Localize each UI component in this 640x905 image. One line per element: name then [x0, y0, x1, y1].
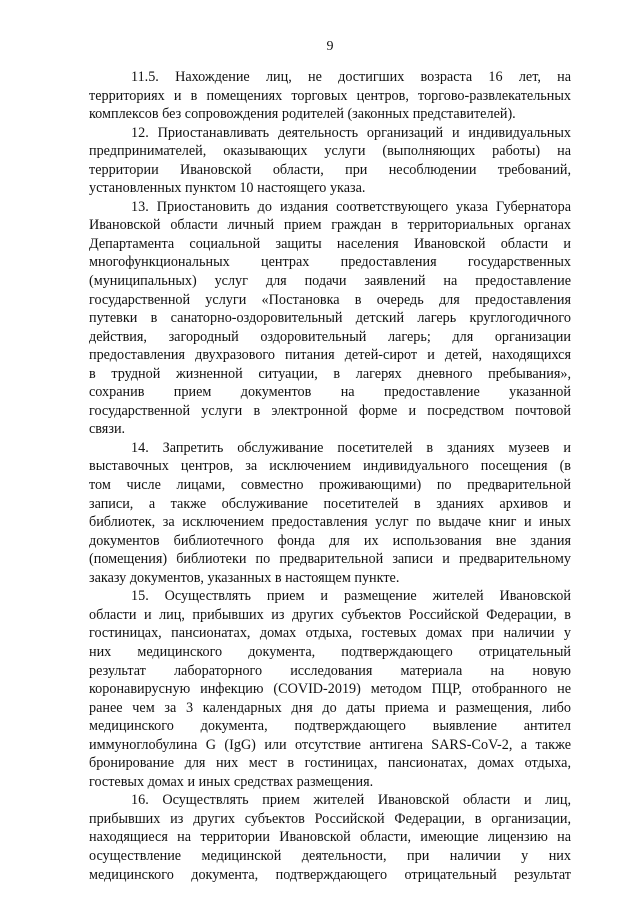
- text-line: государственной услуги «Постановка в очередь для предоставления: [89, 291, 571, 308]
- text-line: бронирование для них мест в гостиницах, пансионатах, домах отдыха,: [89, 755, 571, 772]
- page-number: 9: [326, 39, 334, 54]
- paragraph-first-line: 13. Приостановить до издания соответствующего указа Губернатора: [131, 198, 571, 215]
- text-line: предоставления двухразового питания детей-сирот и детей, находящихся: [89, 347, 571, 364]
- text-line: записи, а также обслуживание посетителей в зданиях архивов и: [89, 495, 571, 512]
- paragraph-first-line: 15. Осуществлять прием и размещение жителей Ивановской: [131, 588, 571, 605]
- text-line: медицинского документа, подтверждающего выявление антител: [89, 718, 571, 735]
- text-line: осуществление медицинской деятельности, при наличии у них: [89, 847, 571, 864]
- text-line: связи.: [89, 421, 126, 438]
- text-line: предпринимателей, оказывающих услуги (выполняющих работы) на: [89, 143, 571, 160]
- text-line: находящиеся на территории Ивановской области, имеющие лицензию на: [89, 829, 571, 846]
- text-line: (муниципальных) услуг для подачи заявлений на предоставление: [89, 273, 571, 290]
- text-line: коронавирусную инфекцию (COVID-2019) методом ПЦР, отобранного не: [89, 681, 571, 698]
- text-line: прибывших из других субъектов Российской Федерации, в организации,: [89, 810, 571, 827]
- text-line: том числе лицами, совместно проживающими) по предварительной: [89, 477, 571, 494]
- text-line: Департамента социальной защиты населения Ивановской области и: [89, 235, 571, 252]
- text-line: Ивановской области личный прием граждан в территориальных органах: [89, 217, 571, 234]
- text-line: территории Ивановской области, при несоблюдении требований,: [89, 161, 571, 178]
- text-line: результат лабораторного исследования материала на новую: [89, 662, 571, 679]
- text-line: путевки в санаторно-оздоровительный детский лагерь круглогодичного: [89, 310, 571, 327]
- text-line: иммуноглобулина G (IgG) или отсутствие антигена SARS-CoV-2, а также: [89, 736, 571, 753]
- text-line: действия, загородный оздоровительный лагерь; для организации: [89, 328, 571, 345]
- text-line: государственной услуги в электронной форме и посредством почтовой: [89, 402, 571, 419]
- text-line: многофункциональных центрах предоставления государственных: [89, 254, 571, 271]
- text-line: документов библиотечного фонда для их использования вне здания: [89, 532, 571, 549]
- text-line: области и лиц, прибывших из других субъектов Российской Федерации, в: [89, 606, 571, 623]
- text-line: гостиницах, пансионатах, домах отдыха, гостевых домах при наличии у: [89, 625, 571, 642]
- text-line: комплексов без сопровождения родителей (законных представителей).: [89, 106, 516, 123]
- paragraph-first-line: 16. Осуществлять прием жителей Ивановской области и лиц,: [131, 792, 571, 809]
- text-line: медицинского документа, подтверждающего отрицательный результат: [89, 866, 571, 883]
- text-line: сохранив прием документов на предоставление указанной: [89, 384, 571, 401]
- paragraph-first-line: 14. Запретить обслуживание посетителей в зданиях музеев и: [131, 439, 571, 456]
- text-line: (помещения) библиотеки по предварительной записи и предварительному: [89, 551, 571, 568]
- text-line: территориях и в помещениях торговых центров, торгово-развлекательных: [89, 87, 571, 104]
- text-line: выставочных центров, за исключением индивидуального посещения (в: [89, 458, 571, 475]
- text-line: библиотек, за исключением предоставления услуг по выдаче книг и иных: [89, 514, 571, 531]
- text-line: ранее чем за 3 календарных дня до даты приема и размещения, либо: [89, 699, 571, 716]
- text-line: установленных пунктом 10 настоящего указа.: [89, 180, 366, 197]
- paragraph-first-line: 12. Приостанавливать деятельность организаций и индивидуальных: [131, 124, 571, 141]
- paragraph-first-line: 11.5. Нахождение лиц, не достигших возраста 16 лет, на: [131, 69, 571, 85]
- text-line: в трудной жизненной ситуации, в лагерях дневного пребывания»,: [89, 365, 571, 382]
- text-line: них медицинского документа, подтверждающего отрицательный: [89, 643, 571, 660]
- document-body: [89, 68, 571, 884]
- text-line: гостевых домах и иных средствах размещения.: [89, 773, 374, 790]
- text-line: заказу документов, указанных в настоящем пункте.: [89, 569, 400, 586]
